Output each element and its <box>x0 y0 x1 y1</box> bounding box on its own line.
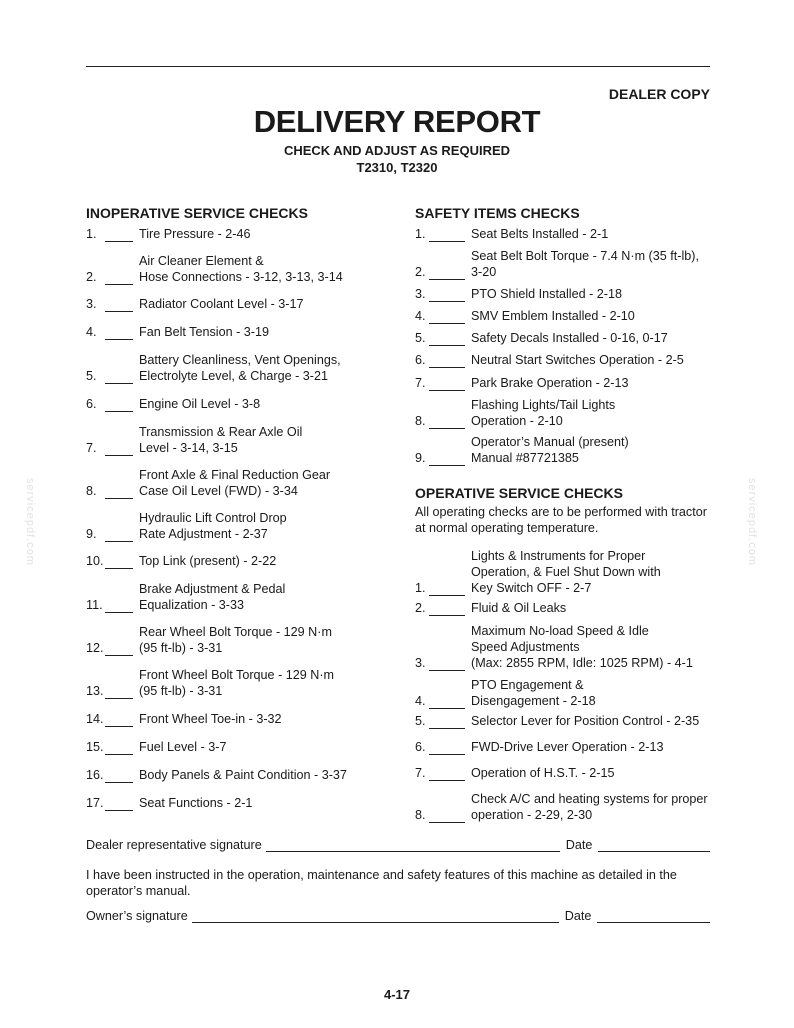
check-blank[interactable] <box>105 742 133 755</box>
item-text <box>139 795 252 811</box>
item-number: 16. <box>86 767 133 783</box>
item-text-line: Level - 3-14, 3-15 <box>139 441 238 455</box>
check-blank[interactable] <box>429 355 465 368</box>
item-number: 8. <box>415 397 465 429</box>
item-number: 1. <box>415 548 465 596</box>
checklist-item <box>86 352 341 384</box>
watermark-right: servicepdf.com <box>746 478 758 566</box>
item-text-line: Front Axle & Final Reduction Gear <box>139 468 331 482</box>
dealer-date-label: Date <box>565 838 593 852</box>
check-blank[interactable] <box>429 267 465 280</box>
item-text <box>471 677 596 709</box>
checklist-item <box>415 739 663 755</box>
item-text <box>471 397 615 429</box>
check-blank[interactable] <box>429 416 465 429</box>
item-text <box>471 600 566 616</box>
item-number: 4. <box>415 677 465 709</box>
dealer-signature-row <box>86 838 710 852</box>
item-text-line: Safety Decals Installed - 0-16, 0-17 <box>471 331 668 345</box>
item-text-line: Front Wheel Toe-in - 3-32 <box>139 712 282 726</box>
item-text-line: Top Link (present) - 2-22 <box>139 554 277 568</box>
item-text-line: Seat Belts Installed - 2-1 <box>471 227 609 241</box>
check-blank[interactable] <box>105 798 133 811</box>
watermark-left: servicepdf.com <box>24 478 36 566</box>
check-blank[interactable] <box>429 696 465 709</box>
item-text <box>139 667 334 699</box>
check-blank[interactable] <box>429 453 465 466</box>
item-text <box>139 624 332 656</box>
checklist-item <box>86 510 287 542</box>
item-text-line: 3-20 <box>471 265 497 279</box>
dealer-signature-label: Dealer representative signature <box>86 838 262 852</box>
item-text-line: Hose Connections - 3-12, 3-13, 3-14 <box>139 270 343 284</box>
checklist-item <box>415 623 693 671</box>
item-text <box>139 424 302 456</box>
item-text-line: Equalization - 3-33 <box>139 598 245 612</box>
checklist-item <box>86 767 347 783</box>
dealer-date-field[interactable] <box>598 839 710 852</box>
operative-intro <box>415 504 725 536</box>
item-text-line: Selector Lever for Position Control - 2-35 <box>471 714 700 728</box>
item-text <box>139 581 285 613</box>
item-number: 2. <box>415 248 465 280</box>
item-number: 12. <box>86 624 133 656</box>
checklist-item <box>86 667 334 699</box>
item-number: 17. <box>86 795 133 811</box>
item-text-line: Tire Pressure - 2-46 <box>139 227 251 241</box>
item-text <box>471 308 635 324</box>
item-number: 1. <box>415 226 465 242</box>
item-text-line: PTO Shield Installed - 2-18 <box>471 287 622 301</box>
item-text <box>471 739 663 755</box>
check-blank[interactable] <box>429 716 465 729</box>
item-text-line: Air Cleaner Element & <box>139 254 264 268</box>
item-number: 4. <box>415 308 465 324</box>
item-text <box>139 396 260 412</box>
item-text-line: Rate Adjustment - 2-37 <box>139 527 268 541</box>
item-text-line: Disengagement - 2-18 <box>471 694 596 708</box>
item-number: 13. <box>86 667 133 699</box>
owner-signature-label: Owner’s signature <box>86 909 188 923</box>
checklist-item <box>86 711 282 727</box>
item-text-line: PTO Engagement & <box>471 678 584 692</box>
checklist-item <box>415 286 622 302</box>
page-title: DELIVERY REPORT <box>253 104 541 139</box>
item-text-line: Body Panels & Paint Condition - 3-37 <box>139 768 347 782</box>
check-blank[interactable] <box>429 658 465 671</box>
check-blank[interactable] <box>105 272 133 285</box>
item-number: 2. <box>415 600 465 616</box>
item-number: 6. <box>415 352 465 368</box>
item-text <box>139 296 304 312</box>
check-blank[interactable] <box>429 229 465 242</box>
checklist-item <box>415 791 708 823</box>
check-blank[interactable] <box>105 327 133 340</box>
item-text <box>139 510 287 542</box>
model-numbers: T2310, T2320 <box>356 160 438 175</box>
check-blank[interactable] <box>105 770 133 783</box>
item-text <box>471 548 661 596</box>
item-number: 5. <box>415 713 465 729</box>
checklist-item <box>415 308 635 324</box>
check-blank[interactable] <box>429 583 465 596</box>
item-text-line: (95 ft-lb) - 3-31 <box>139 684 223 698</box>
item-text-line: Maximum No-load Speed & Idle <box>471 624 649 638</box>
checklist-item <box>415 330 668 346</box>
item-text-line: Rear Wheel Bolt Torque - 129 N·m <box>139 625 332 639</box>
checklist-item <box>86 624 332 656</box>
check-blank[interactable] <box>105 686 133 699</box>
item-number: 14. <box>86 711 133 727</box>
item-number: 7. <box>86 424 133 456</box>
check-blank[interactable] <box>105 371 133 384</box>
checklist-item <box>86 396 260 412</box>
item-text-line: Case Oil Level (FWD) - 3-34 <box>139 484 298 498</box>
check-blank[interactable] <box>105 600 133 613</box>
owner-statement: I have been instructed in the operation, maintenance and safety features of this machine as detailed in the operator’s manual. <box>86 868 677 898</box>
item-number: 4. <box>86 324 133 340</box>
owner-date-field[interactable] <box>597 910 710 923</box>
item-text-line: Seat Belt Bolt Torque - 7.4 N·m (35 ft-lb), <box>471 249 699 263</box>
item-number: 10. <box>86 553 133 569</box>
check-blank[interactable] <box>105 486 133 499</box>
item-text-line: Engine Oil Level - 3-8 <box>139 397 261 411</box>
check-blank[interactable] <box>429 768 465 781</box>
item-text-line: Park Brake Operation - 2-13 <box>471 376 629 390</box>
item-text <box>471 623 693 671</box>
check-blank[interactable] <box>429 289 465 302</box>
checklist-item <box>415 352 684 368</box>
checklist-item <box>415 677 596 709</box>
item-text-line: Seat Functions - 2-1 <box>139 796 253 810</box>
item-text-line: Manual #87721385 <box>471 451 579 465</box>
item-number: 5. <box>415 330 465 346</box>
item-text-line: (Max: 2855 RPM, Idle: 1025 RPM) - 4-1 <box>471 656 693 670</box>
checklist-item <box>415 434 629 466</box>
checklist-item <box>86 581 285 613</box>
check-blank[interactable] <box>105 556 133 569</box>
checklist-item <box>86 253 343 285</box>
item-number: 9. <box>86 510 133 542</box>
item-text <box>471 791 708 823</box>
item-text-line: Fluid & Oil Leaks <box>471 601 567 615</box>
item-text-line: Battery Cleanliness, Vent Openings, <box>139 353 341 367</box>
item-number: 8. <box>415 791 465 823</box>
checklist-item <box>415 548 661 596</box>
item-text-line: Operator’s Manual (present) <box>471 435 629 449</box>
item-text <box>471 226 608 242</box>
item-number: 7. <box>415 375 465 391</box>
item-number: 7. <box>415 765 465 781</box>
item-text-line: Operation - 2-10 <box>471 414 563 428</box>
item-text-line: Brake Adjustment & Pedal <box>139 582 286 596</box>
check-blank[interactable] <box>429 603 465 616</box>
operative-intro-line: at normal operating temperature. <box>415 521 599 535</box>
inoperative-heading: INOPERATIVE SERVICE CHECKS <box>86 205 308 221</box>
item-text <box>471 434 629 466</box>
check-blank[interactable] <box>105 443 133 456</box>
item-text <box>471 330 668 346</box>
checklist-item <box>415 765 615 781</box>
checklist-item <box>86 424 302 456</box>
checklist-item <box>415 226 608 242</box>
checklist-item <box>415 397 615 429</box>
item-text-line: Check A/C and heating systems for proper <box>471 792 708 806</box>
item-text-line: Speed Adjustments <box>471 640 580 654</box>
item-text-line: Radiator Coolant Level - 3-17 <box>139 297 304 311</box>
item-text-line: Front Wheel Bolt Torque - 129 N·m <box>139 668 335 682</box>
item-text <box>139 226 251 242</box>
checklist-item <box>86 467 330 499</box>
item-number: 1. <box>86 226 133 242</box>
item-text-line: Key Switch OFF - 2-7 <box>471 581 592 595</box>
item-text-line: (95 ft-lb) - 3-31 <box>139 641 223 655</box>
item-text-line: Operation, & Fuel Shut Down with <box>471 565 661 579</box>
checklist-item <box>86 324 269 340</box>
checklist-item <box>415 375 629 391</box>
check-blank[interactable] <box>105 714 133 727</box>
item-text-line: Transmission & Rear Axle Oil <box>139 425 303 439</box>
item-number: 8. <box>86 467 133 499</box>
check-blank[interactable] <box>429 810 465 823</box>
item-number: 15. <box>86 739 133 755</box>
item-text <box>471 352 684 368</box>
check-blank[interactable] <box>105 229 133 242</box>
checklist-item <box>86 296 304 312</box>
safety-heading: SAFETY ITEMS CHECKS <box>415 205 580 221</box>
check-blank[interactable] <box>429 311 465 324</box>
item-number: 11. <box>86 581 133 613</box>
item-text <box>139 253 343 285</box>
item-number: 9. <box>415 434 465 466</box>
check-blank[interactable] <box>429 742 465 755</box>
check-blank[interactable] <box>105 299 133 312</box>
item-text-line: Flashing Lights/Tail Lights <box>471 398 616 412</box>
checklist-item <box>415 600 566 616</box>
item-text-line: operation - 2-29, 2-30 <box>471 808 593 822</box>
item-number: 5. <box>86 352 133 384</box>
item-text <box>471 248 699 280</box>
top-rule <box>86 66 710 67</box>
check-blank[interactable] <box>105 643 133 656</box>
owner-date-label: Date <box>564 909 592 923</box>
check-blank[interactable] <box>105 529 133 542</box>
dealer-signature-field[interactable] <box>266 839 560 852</box>
item-text-line: FWD-Drive Lever Operation - 2-13 <box>471 740 664 754</box>
item-text <box>471 713 699 729</box>
operative-heading: OPERATIVE SERVICE CHECKS <box>415 485 623 501</box>
item-number: 6. <box>86 396 133 412</box>
item-number: 3. <box>415 623 465 671</box>
item-text <box>471 286 622 302</box>
operative-intro-line: All operating checks are to be performed with tractor <box>415 505 707 519</box>
checklist-item <box>86 795 252 811</box>
item-text-line: Hydraulic Lift Control Drop <box>139 511 287 525</box>
checklist-item <box>86 739 227 755</box>
item-number: 3. <box>415 286 465 302</box>
checklist-item <box>415 248 699 280</box>
item-text <box>471 765 615 781</box>
item-text <box>139 467 330 499</box>
item-text <box>139 324 269 340</box>
item-number: 6. <box>415 739 465 755</box>
item-text <box>139 553 276 569</box>
item-number: 3. <box>86 296 133 312</box>
item-text <box>139 767 347 783</box>
checklist-item <box>415 713 699 729</box>
checklist-item <box>86 553 276 569</box>
item-text <box>139 711 282 727</box>
page-number: 4-17 <box>383 987 411 1002</box>
item-text <box>471 375 629 391</box>
item-number: 2. <box>86 253 133 285</box>
item-text-line: Lights & Instruments for Proper <box>471 549 646 563</box>
check-blank[interactable] <box>429 378 465 391</box>
item-text-line: Operation of H.S.T. - 2-15 <box>471 766 615 780</box>
item-text-line: Fuel Level - 3-7 <box>139 740 227 754</box>
dealer-copy-label: DEALER COPY <box>608 86 710 102</box>
check-blank[interactable] <box>429 333 465 346</box>
check-blank[interactable] <box>105 399 133 412</box>
item-text-line: SMV Emblem Installed - 2-10 <box>471 309 635 323</box>
owner-signature-field[interactable] <box>192 910 559 923</box>
item-text <box>139 352 341 384</box>
owner-signature-row <box>86 909 710 923</box>
item-text-line: Fan Belt Tension - 3-19 <box>139 325 269 339</box>
item-text <box>139 739 227 755</box>
page-subtitle: CHECK AND ADJUST AS REQUIRED <box>283 143 511 158</box>
item-text-line: Neutral Start Switches Operation - 2-5 <box>471 353 684 367</box>
item-text-line: Electrolyte Level, & Charge - 3-21 <box>139 369 328 383</box>
checklist-item <box>86 226 251 242</box>
